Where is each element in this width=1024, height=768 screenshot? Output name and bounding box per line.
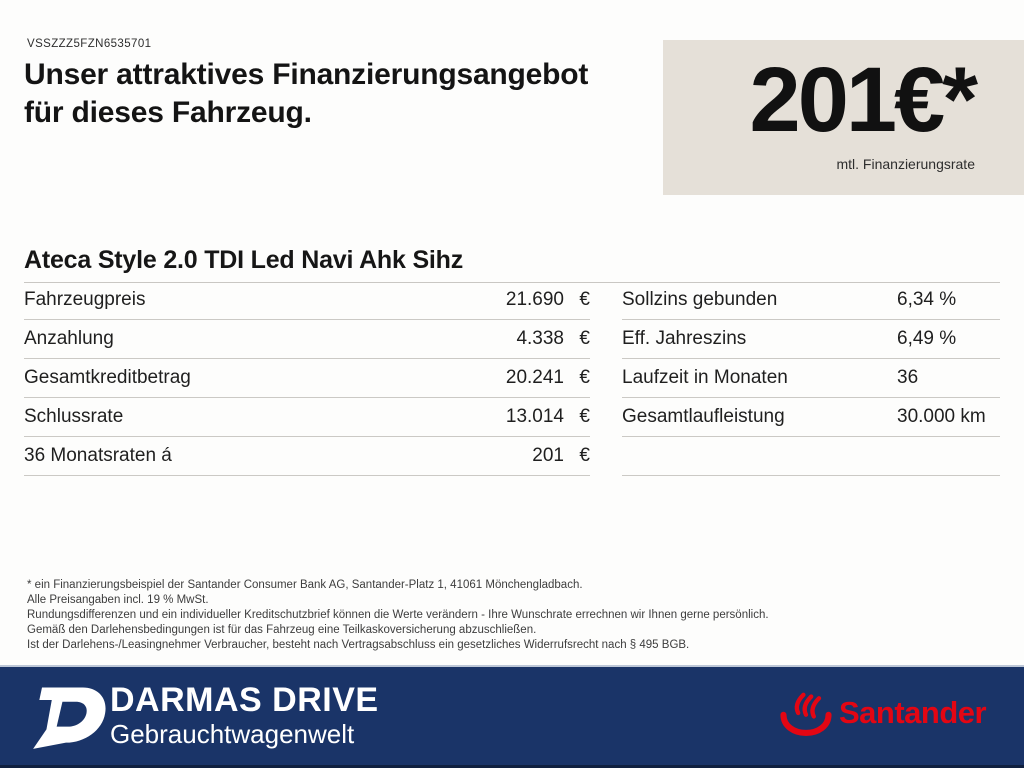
dealer-subtitle: Gebrauchtwagenwelt	[110, 719, 355, 749]
disclaimer-line: Rundungsdifferenzen und ein individueller Kreditschutzbrief können die Werte verändern - Ihre Wunschrate errechnen wir Ihnen gerne persönlich.	[27, 609, 769, 621]
table-row	[24, 437, 590, 476]
table-row	[622, 398, 1000, 437]
row-value: 36	[897, 367, 919, 388]
finance-table-left	[24, 281, 590, 476]
row-value: 20.241	[505, 367, 564, 388]
disclaimer-line: * ein Finanzierungsbeispiel der Santander Consumer Bank AG, Santander-Platz 1, 41061 Mönchengladbach.	[27, 579, 583, 591]
dealer-text-block	[110, 682, 379, 749]
monthly-rate-caption: mtl. Finanzierungsrate	[836, 156, 975, 172]
row-value: 13.014	[505, 406, 564, 427]
table-row	[24, 359, 590, 398]
row-label: 36 Monatsraten á	[24, 445, 172, 466]
santander-flame-icon	[780, 690, 832, 736]
row-value: 21.690	[505, 289, 564, 310]
table-row	[622, 359, 1000, 398]
page-title-line2: für dieses Fahrzeug.	[24, 96, 312, 129]
table-row	[24, 320, 590, 359]
row-value: 201	[532, 445, 564, 466]
row-label: Laufzeit in Monaten	[622, 367, 788, 388]
row-unit: €	[579, 289, 590, 310]
monthly-rate-amount: 201€*	[749, 49, 975, 151]
row-label: Eff. Jahreszins	[622, 328, 747, 349]
vehicle-title: Ateca Style 2.0 TDI Led Navi Ahk Sihz	[24, 246, 1000, 283]
dealer-name: DARMAS DRIVE	[110, 681, 379, 719]
monthly-rate-box	[663, 40, 1024, 195]
table-row	[622, 320, 1000, 359]
row-label: Schlussrate	[24, 406, 124, 427]
table-row	[622, 281, 1000, 320]
row-unit: €	[579, 445, 590, 466]
disclaimer-line: Alle Preisangaben incl. 19 % MwSt.	[27, 594, 209, 606]
disclaimer-line: Gemäß den Darlehensbedingungen ist für das Fahrzeug eine Teilkaskoversicherung abzuschließen.	[27, 624, 537, 636]
santander-wordmark: Santander	[839, 695, 987, 730]
table-row	[24, 281, 590, 320]
row-label: Fahrzeugpreis	[24, 289, 146, 310]
row-value: 6,49 %	[897, 328, 957, 349]
row-label: Gesamtlaufleistung	[622, 406, 785, 427]
row-unit: €	[579, 367, 590, 388]
row-value: 30.000 km	[897, 406, 986, 427]
row-label: Sollzins gebunden	[622, 289, 778, 310]
row-value: 4.338	[516, 328, 564, 349]
table-row	[622, 437, 1000, 476]
table-row	[24, 398, 590, 437]
row-label: Gesamtkreditbetrag	[24, 367, 191, 388]
page-title	[24, 56, 588, 132]
vehicle-vin: VSSZZZ5FZN6535701	[27, 38, 152, 50]
row-value: 6,34 %	[897, 289, 957, 310]
page-title-line1: Unser attraktives Finanzierungsangebot	[24, 58, 589, 91]
row-unit: €	[579, 406, 590, 427]
row-unit: €	[579, 328, 590, 349]
footer-bar	[0, 665, 1024, 768]
darmas-drive-logo-icon	[26, 681, 106, 751]
row-label: Anzahlung	[24, 328, 114, 349]
disclaimer-line: Ist der Darlehens-/Leasingnehmer Verbraucher, besteht nach Vertragsabschluss ein gesetzliches Widerrufsrecht nach § 495 BGB.	[27, 639, 690, 651]
finance-table-right	[622, 281, 1000, 476]
disclaimer-text	[27, 578, 987, 653]
santander-logo	[780, 690, 986, 736]
